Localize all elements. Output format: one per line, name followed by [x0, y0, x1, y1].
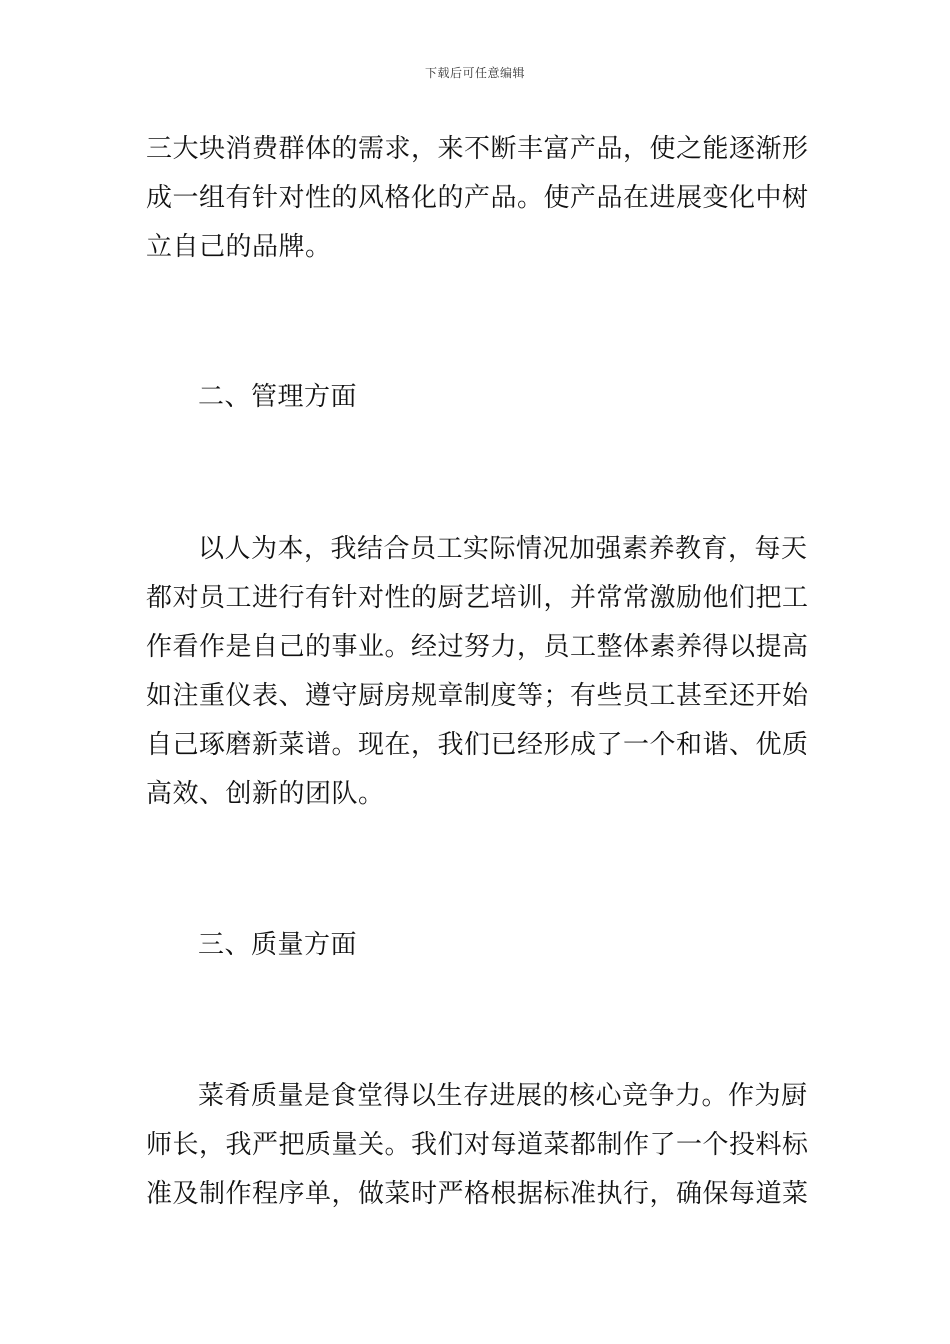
paragraph-line: 菜肴质量是食堂得以生存进展的核心竞争力。作为厨 [198, 1081, 808, 1111]
paragraph-line: 成一组有针对性的风格化的产品。使产品在进展变化中树 [146, 183, 809, 213]
section-heading-quality [146, 921, 806, 970]
paragraph-management [146, 525, 809, 819]
paragraph-line: 以人为本，我结合员工实际情况加强素养教育，每天 [198, 534, 808, 564]
paragraph-quality [146, 1072, 809, 1219]
paragraph-line: 作看作是自己的事业。经过努力，员工整体素养得以提高 [146, 632, 809, 662]
paragraph-line: 都对员工进行有针对性的厨艺培训，并常常激励他们把工 [146, 583, 809, 613]
paragraph-line: 师长，我严把质量关。我们对每道菜都制作了一个投料标 [146, 1130, 809, 1160]
paragraph-line: 准及制作程序单，做菜时严格根据标准执行，确保每道菜 [146, 1179, 809, 1209]
page-header: 下载后可任意编辑 [424, 66, 525, 80]
paragraph-line: 如注重仪表、遵守厨房规章制度等；有些员工甚至还开始 [146, 681, 809, 711]
paragraph-line: 三大块消费群体的需求，来不断丰富产品，使之能逐渐形 [146, 134, 809, 164]
heading-text: 二、管理方面 [198, 382, 358, 412]
heading-text: 三、质量方面 [198, 930, 358, 960]
paragraph-product [146, 125, 809, 272]
paragraph-line: 高效、创新的团队。 [146, 779, 385, 809]
paragraph-line: 自己琢磨新菜谱。现在，我们已经形成了一个和谐、优质 [146, 730, 809, 760]
paragraph-line: 立自己的品牌。 [146, 232, 332, 262]
section-heading-management [146, 373, 806, 422]
